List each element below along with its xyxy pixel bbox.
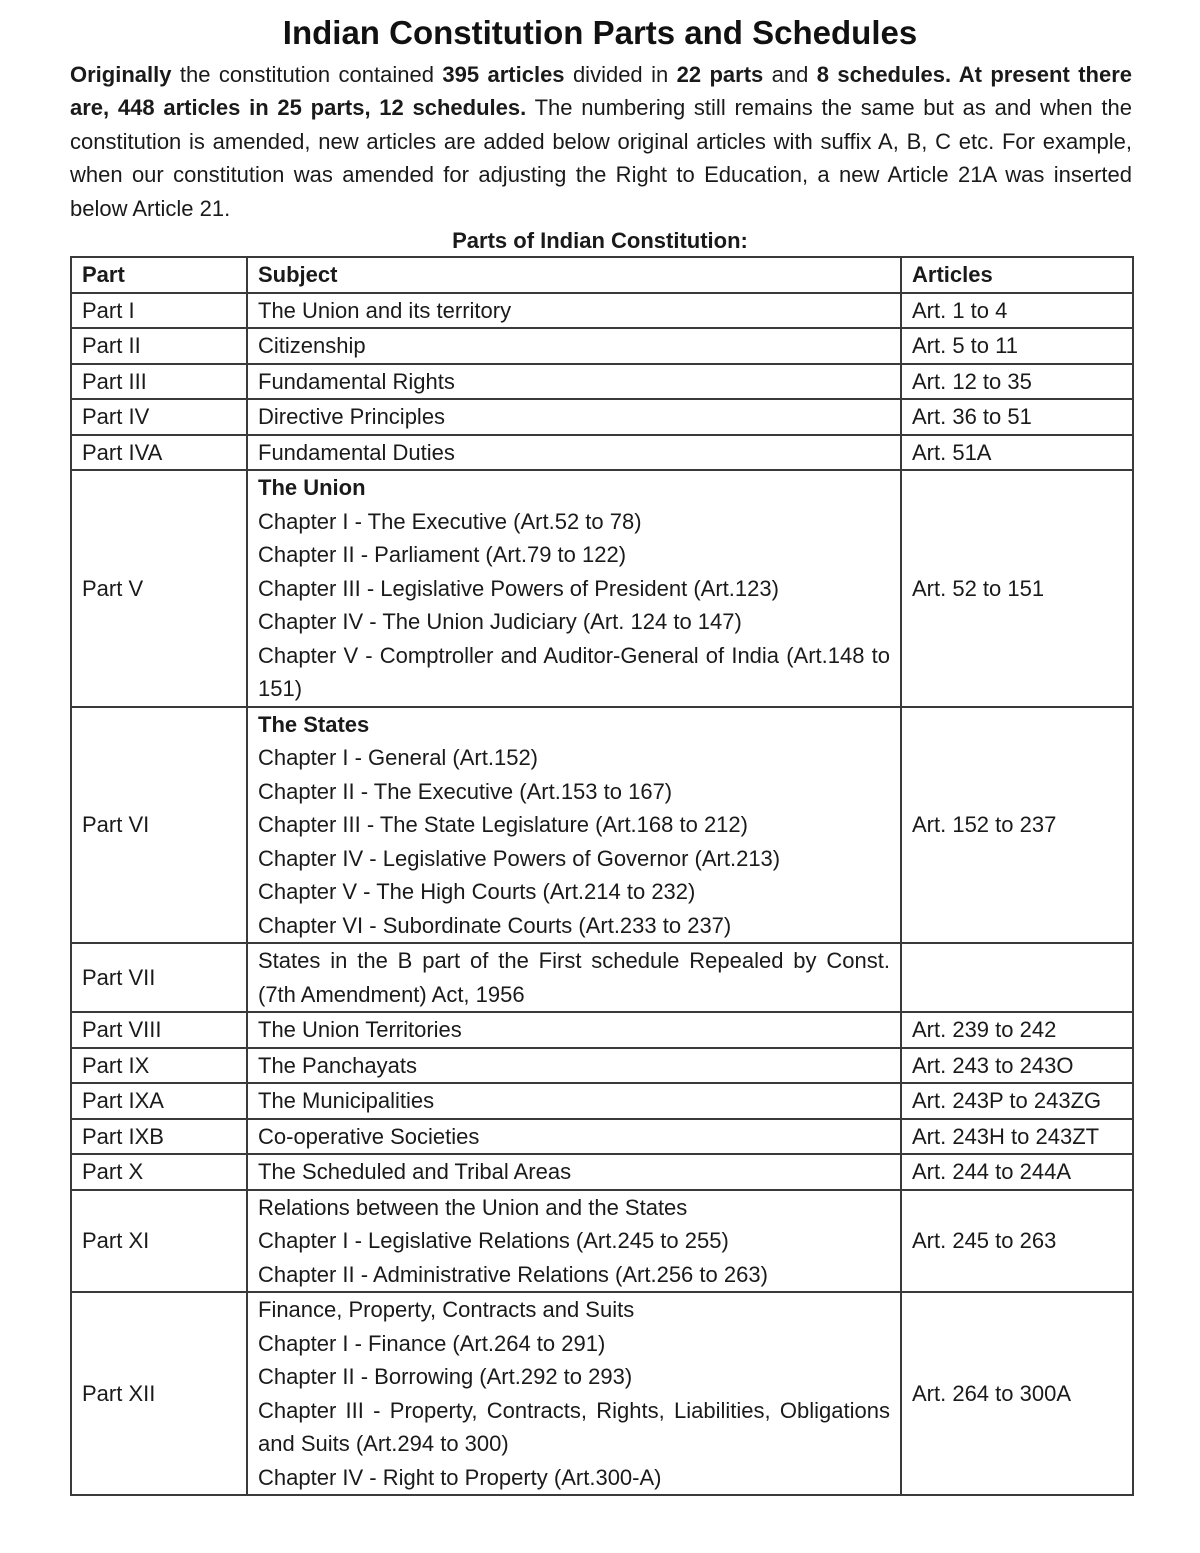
part-cell: Part IV <box>71 399 247 435</box>
table-row <box>71 435 1133 471</box>
part-cell: Part X <box>71 1154 247 1190</box>
subject-cell <box>247 293 901 329</box>
articles-cell: Art. 243H to 243ZT <box>901 1119 1133 1155</box>
subject-line: Co-operative Societies <box>258 1123 480 1149</box>
subject-heading: The Union <box>258 475 366 500</box>
subject-line: Chapter II - Borrowing (Art.292 to 293) <box>258 1364 633 1389</box>
articles-cell: Art. 5 to 11 <box>901 328 1133 364</box>
subject-line: The Scheduled and Tribal Areas <box>258 1159 572 1184</box>
subject-line: States in the B part of the First schedule Repealed by Const. (7th Amendment) Act, 1956 <box>258 948 890 1007</box>
subject-line: Chapter I - Legislative Relations (Art.245 to 255) <box>258 1228 729 1253</box>
subject-cell <box>247 470 901 707</box>
table-row <box>71 364 1133 400</box>
subject-line: Chapter IV - Right to Property (Art.300-A) <box>258 1464 662 1490</box>
column-header-articles: Articles <box>901 257 1133 293</box>
part-cell: Part II <box>71 328 247 364</box>
part-cell: Part VII <box>71 943 247 1012</box>
table-row <box>71 943 1133 1012</box>
subject-heading: The States <box>258 711 370 737</box>
intro-text: the constitution contained <box>171 62 443 87</box>
subject-cell <box>247 1154 901 1190</box>
subject-line: Chapter II - Parliament (Art.79 to 122) <box>258 542 627 567</box>
subject-line: Chapter IV - Legislative Powers of Governor (Art.213) <box>258 845 781 871</box>
subject-line: Chapter V - The High Courts (Art.214 to 232) <box>258 879 696 904</box>
page-title: Indian Constitution Parts and Schedules <box>282 14 918 51</box>
part-cell: Part I <box>71 293 247 329</box>
articles-cell: Art. 51A <box>901 435 1133 471</box>
subject-cell <box>247 1119 901 1155</box>
intro-bold-text: Originally <box>70 62 172 87</box>
articles-cell: Art. 12 to 35 <box>901 364 1133 400</box>
subject-cell <box>247 435 901 471</box>
table-row <box>71 707 1133 944</box>
subject-line: Citizenship <box>258 333 366 358</box>
subject-cell <box>247 364 901 400</box>
articles-cell: Art. 36 to 51 <box>901 399 1133 435</box>
part-cell: Part III <box>71 364 247 400</box>
subject-cell <box>247 1292 901 1495</box>
subject-line: Chapter I - The Executive (Art.52 to 78) <box>258 508 642 534</box>
subject-line: Chapter IV - The Union Judiciary (Art. 124 to 147) <box>258 609 742 634</box>
subject-line: The Panchayats <box>258 1052 417 1078</box>
subject-line: The Municipalities <box>258 1088 435 1113</box>
table-row <box>71 328 1133 364</box>
subject-line: Chapter II - Administrative Relations (Art.256 to 263) <box>258 1261 768 1287</box>
articles-cell: Art. 243P to 243ZG <box>901 1083 1133 1119</box>
part-cell: Part V <box>71 470 247 707</box>
subject-cell <box>247 707 901 944</box>
subject-line: Chapter V - Comptroller and Auditor-General of India (Art.148 to 151) <box>258 642 890 701</box>
subject-line: Chapter III - Legislative Powers of President (Art.123) <box>258 575 779 601</box>
subject-cell <box>247 1083 901 1119</box>
subject-line: Chapter III - The State Legislature (Art.168 to 212) <box>258 812 748 837</box>
subject-line: Chapter I - General (Art.152) <box>258 745 539 770</box>
subject-line: The Union Territories <box>258 1017 462 1042</box>
subject-line: The Union and its territory <box>258 297 512 323</box>
table-body <box>71 293 1133 1496</box>
part-cell: Part IXA <box>71 1083 247 1119</box>
articles-cell: Art. 264 to 300A <box>901 1292 1133 1495</box>
articles-cell: Art. 152 to 237 <box>901 707 1133 944</box>
table-row <box>71 293 1133 329</box>
subject-line: Chapter II - The Executive (Art.153 to 167) <box>258 778 673 804</box>
part-cell: Part IXB <box>71 1119 247 1155</box>
subject-line: Fundamental Rights <box>258 368 455 394</box>
subject-cell <box>247 943 901 1012</box>
table-row <box>71 1190 1133 1293</box>
column-header-subject: Subject <box>247 257 901 293</box>
intro-text: and <box>763 62 817 87</box>
intro-text: divided in <box>564 62 677 87</box>
subject-line: Relations between the Union and the States <box>258 1194 688 1220</box>
table-row <box>71 1154 1133 1190</box>
table-row <box>71 1119 1133 1155</box>
articles-cell: Art. 244 to 244A <box>901 1154 1133 1190</box>
parts-table <box>70 256 1134 1496</box>
articles-cell <box>901 943 1133 1012</box>
subject-line: Chapter III - Property, Contracts, Rights, Liabilities, Obligations and Suits (Art.294 to 300) <box>258 1397 890 1456</box>
intro-bold-text: 8 schedules. At present there are, 448 articles in 25 parts, 12 schedules. <box>70 62 1132 121</box>
articles-cell: Art. 1 to 4 <box>901 293 1133 329</box>
subject-cell <box>247 399 901 435</box>
intro-text: The numbering still remains the same but as and when the constitution is amended, new articles are added below original articles with suffix A, B, C etc. For example, when our constitution was amended for adjusting the Right to Education, a new Article 21A was inserted below Article 21. <box>70 95 1132 221</box>
intro-bold-text: 395 articles <box>442 62 565 87</box>
part-cell: Part VI <box>71 707 247 944</box>
part-cell: Part IX <box>71 1048 247 1084</box>
table-row <box>71 470 1133 707</box>
articles-cell: Art. 239 to 242 <box>901 1012 1133 1048</box>
table-header-row <box>71 257 1133 293</box>
subject-line: Directive Principles <box>258 404 446 429</box>
subject-line: Finance, Property, Contracts and Suits <box>258 1297 635 1322</box>
part-cell: Part VIII <box>71 1012 247 1048</box>
articles-cell: Art. 243 to 243O <box>901 1048 1133 1084</box>
articles-cell: Art. 52 to 151 <box>901 470 1133 707</box>
subject-line: Fundamental Duties <box>258 439 455 465</box>
part-cell: Part XI <box>71 1190 247 1293</box>
column-header-part: Part <box>71 257 247 293</box>
subject-cell <box>247 1012 901 1048</box>
part-cell: Part IVA <box>71 435 247 471</box>
table-row <box>71 1292 1133 1495</box>
table-header <box>71 257 1133 293</box>
table-caption: Parts of Indian Constitution: <box>452 228 748 253</box>
subject-cell <box>247 1190 901 1293</box>
table-row <box>71 1048 1133 1084</box>
table-row <box>71 399 1133 435</box>
subject-line: Chapter I - Finance (Art.264 to 291) <box>258 1330 606 1356</box>
subject-cell <box>247 1048 901 1084</box>
subject-line: Chapter VI - Subordinate Courts (Art.233 to 237) <box>258 912 732 938</box>
intro-bold-text: 22 parts <box>676 62 764 87</box>
part-cell: Part XII <box>71 1292 247 1495</box>
subject-cell <box>247 328 901 364</box>
articles-cell: Art. 245 to 263 <box>901 1190 1133 1293</box>
table-row <box>71 1083 1133 1119</box>
intro-paragraph <box>70 58 1132 225</box>
table-row <box>71 1012 1133 1048</box>
